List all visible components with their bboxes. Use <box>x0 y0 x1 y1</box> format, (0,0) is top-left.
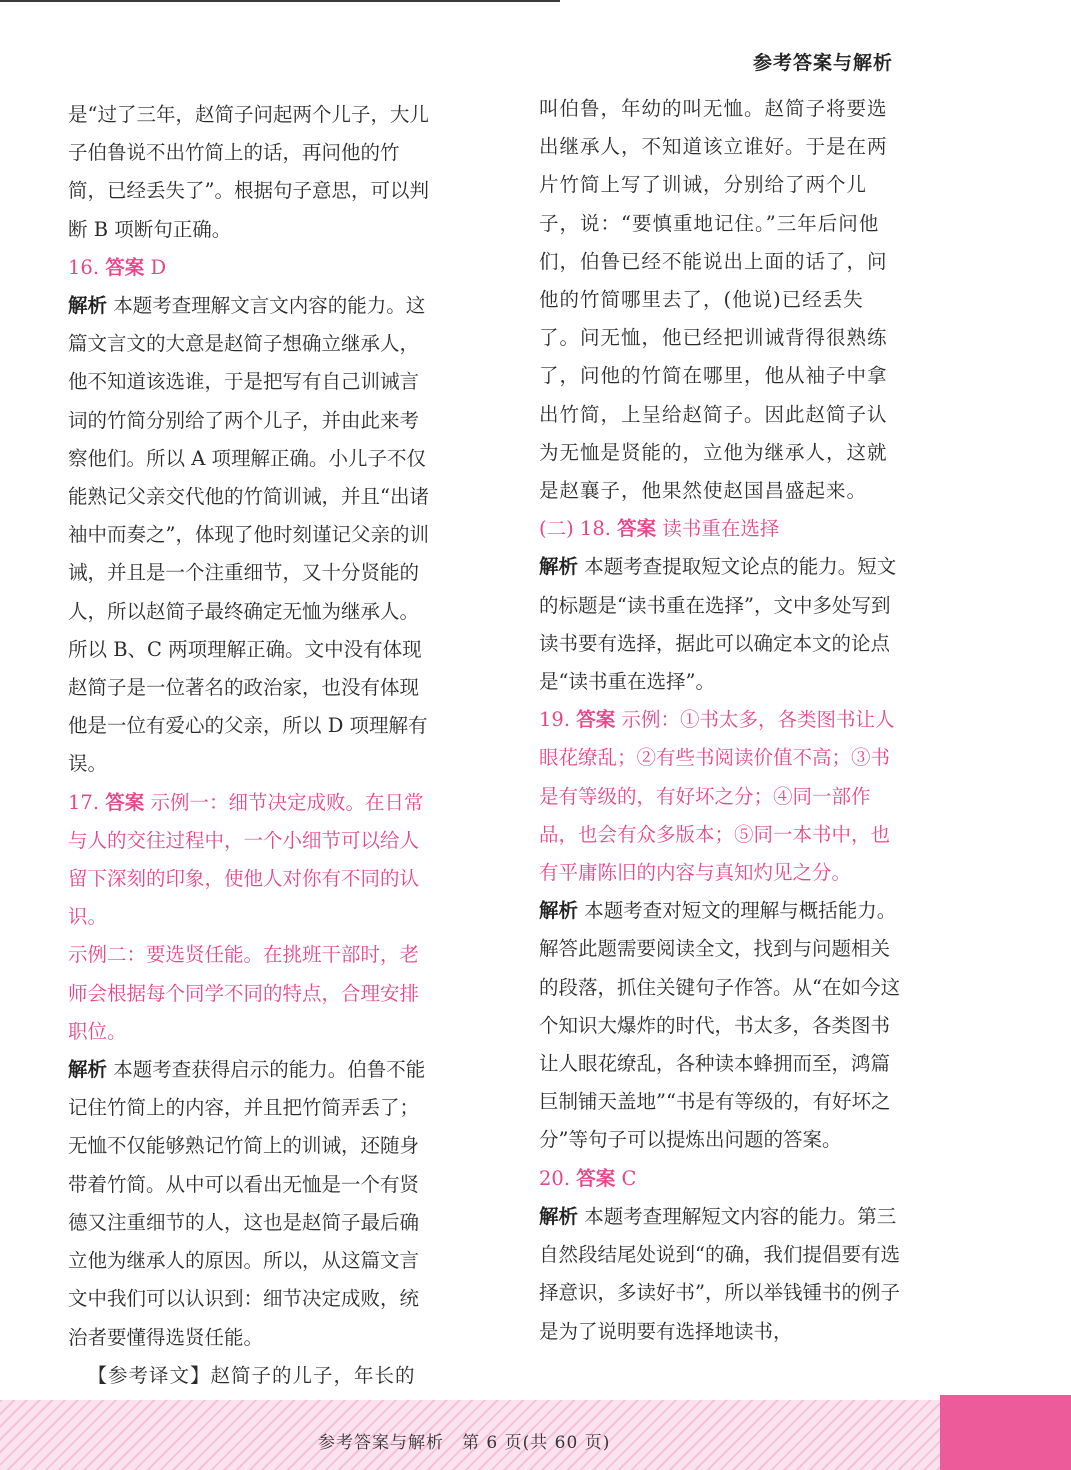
q18-answer <box>539 510 903 548</box>
q16-answer-label: 答案 <box>105 255 145 279</box>
q17-number: 17. <box>68 790 100 814</box>
q16-answer-value: D <box>150 255 167 279</box>
q16-analysis-label: 解析 <box>68 294 108 318</box>
right-column <box>539 90 903 1351</box>
left-column <box>68 96 432 1395</box>
page-header-title: 参考答案与解析 <box>752 52 893 74</box>
q19-answer-label: 答案 <box>576 708 616 732</box>
top-rule <box>0 0 560 2</box>
q20-analysis-label: 解析 <box>539 1204 579 1228</box>
q16-number: 16. <box>68 255 100 279</box>
q20-analysis-text: 本题考查理解短文内容的能力。第三自然段结尾处说到“的确，我们提倡要有选择意识，多读好书”，所以举钱锺书的例子是为了说明要有选择地读书， <box>539 1204 900 1343</box>
q19-analysis-label: 解析 <box>539 899 579 923</box>
q19-analysis-text: 本题考查对短文的理解与概括能力。解答此题需要阅读全文，找到与问题相关的段落，抓住关键句子作答。从“在如今这个知识大爆炸的时代，书太多，各类图书让人眼花缭乱，各种读本蜂拥而至，鸿篇巨制铺天盖地”“书是有等级的，有好坏之分”等句子可以提炼出问题的答案。 <box>539 899 900 1152</box>
q17-analysis-label: 解析 <box>68 1058 108 1082</box>
q19-analysis <box>539 892 903 1159</box>
q19-number: 19. <box>539 708 571 732</box>
q20-answer <box>539 1160 903 1198</box>
q18-analysis-label: 解析 <box>539 555 579 579</box>
q16-analysis <box>68 287 432 784</box>
page-footer-text: 参考答案与解析 第 6 页(共 60 页) <box>318 1433 611 1453</box>
section-2-q18-number: (二) 18. <box>539 517 611 541</box>
q20-analysis <box>539 1198 903 1351</box>
q19-answer-value: 示例：①书太多，各类图书让人眼花缭乱；②有些书阅读价值不高；③书是有等级的，有好坏之分；④同一部作品，也会有众多版本；⑤同一本书中，也有平庸陈旧的内容与真知灼见之分。 <box>539 708 895 885</box>
q16-answer <box>68 249 432 287</box>
translation-continuation: 叫伯鲁，年幼的叫无恤。赵简子将要选出继承人，不知道该立谁好。于是在两片竹简上写了训诫，分别给了两个儿子，说：“要慎重地记住。”三年后问他们，伯鲁已经不能说出上面的话了，问他的竹简哪里去了，(他说)已经丢失了。问无恤，他已经把训诫背得很熟练了，问他的竹简在哪里，他从袖子中拿出竹简，上呈给赵简子。因此赵简子认为无恤是贤能的，立他为继承人，这就是赵襄子，他果然使赵国昌盛起来。 <box>539 97 888 503</box>
q17-answer-label: 答案 <box>105 790 145 814</box>
q17-example-2: 示例二：要选贤任能。在挑班干部时，老师会根据每个同学不同的特点，合理安排职位。 <box>68 943 420 1043</box>
translation-start: 【参考译文】赵简子的儿子，年长的 <box>87 1363 416 1387</box>
q16-analysis-text: 本题考查理解文言文内容的能力。这篇文言文的大意是赵简子想确立继承人，他不知道该选谁，于是把写有自己训诫言词的竹简分别给了两个儿子，并由此来考察他们。所以 A 项理解正确。小儿子不仅能熟记父亲交代他的竹简训诫，并且“出诸袖中而奏之”，体现了他时刻谨记父亲的训诫，并且是一个注重细节，又十分贤能的人，所以赵简子最终确定无恤为继承人。所以 B、C 两项理解正确。文中没有体现赵简子是一位著名的政治家，也没有体现他是一位有爱心的父亲，所以 D 项理解有误。 <box>68 294 429 776</box>
q20-answer-value: C <box>621 1166 637 1190</box>
q18-answer-value: 读书重在选择 <box>662 517 780 541</box>
q20-answer-label: 答案 <box>576 1166 616 1190</box>
q20-number: 20. <box>539 1166 571 1190</box>
q18-analysis <box>539 548 903 701</box>
q17-example-1: 示例一：细节决定成败。在日常与人的交往过程中，一个小细节可以给人留下深刻的印象，使他人对你有不同的认识。 <box>68 790 424 929</box>
q19-answer <box>539 701 903 892</box>
paragraph-q15-continuation: 是“过了三年，赵简子问起两个儿子，大儿子伯鲁说不出竹简上的话，再问他的竹简，已经丢失了”。根据句子意思，可以判断 B 项断句正确。 <box>68 103 429 241</box>
q17-answer <box>68 784 432 937</box>
q17-analysis-text: 本题考查获得启示的能力。伯鲁不能记住竹简上的内容，并且把竹简弄丢了；无恤不仅能够熟记竹简上的训诫，还随身带着竹简。从中可以看出无恤是一个有贤德又注重细节的人，这也是赵简子最后确立他为继承人的原因。所以，从这篇文言文中我们可以认识到：细节决定成败，统治者要懂得选贤任能。 <box>68 1058 426 1349</box>
q18-answer-label: 答案 <box>617 517 657 541</box>
q18-analysis-text: 本题考查提取短文论点的能力。短文的标题是“读书重在选择”，文中多处写到读书要有选择，据此可以确定本文的论点是“读书重在选择”。 <box>539 555 897 694</box>
footer-pink-block <box>940 1395 1071 1470</box>
q17-analysis <box>68 1051 432 1357</box>
